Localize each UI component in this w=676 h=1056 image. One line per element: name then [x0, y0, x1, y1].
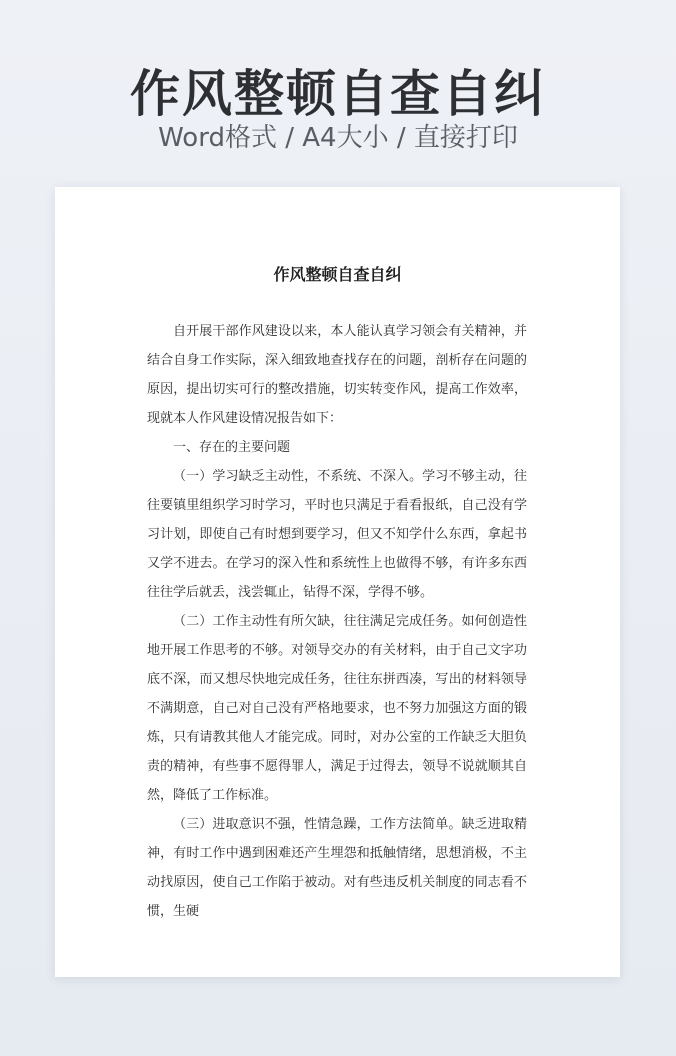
document-body [147, 317, 527, 926]
banner-title: 作风整顿自查自纠 [130, 65, 546, 123]
paragraph-problem-3: （三）进取意识不强，性情急躁，工作方法简单。缺乏进取精神，有时工作中遇到困难还产生埋怨和抵触情绪，思想消极，不主动找原因，使自己工作陷于被动。对有些违反机关制度的同志看不惯，生硬 [147, 817, 527, 919]
document-page [55, 187, 620, 977]
banner-subtitle: Word格式 / A4大小 / 直接打印 [158, 123, 518, 153]
document-title: 作风整顿自查自纠 [273, 265, 402, 284]
section-heading-main-problems: 一、存在的主要问题 [173, 440, 291, 455]
paragraph-problem-1: （一）学习缺乏主动性，不系统、不深入。学习不够主动，往往要镇里组织学习时学习，平时也只满足于看看报纸，自己没有学习计划，即使自己有时想到要学习，但又不知学什么东西，拿起书又学不进去。在学习的深入性和系统性上也做得不够，有许多东西往往学后就丢，浅尝辄止，钻得不深，学得不够。 [147, 469, 527, 600]
paragraph-intro: 自开展干部作风建设以来，本人能认真学习领会有关精神，并结合自身工作实际，深入细致地查找存在的问题，剖析存在问题的原因，提出切实可行的整改措施，切实转变作风，提高工作效率，现就本人作风建设情况报告如下： [147, 324, 527, 426]
paragraph-problem-2: （二）工作主动性有所欠缺，往往满足完成任务。如何创造性地开展工作思考的不够。对领导交办的有关材料，由于自己文字功底不深，而又想尽快地完成任务，往往东拼西凑，写出的材料领导不满期意，自己对自己没有严格地要求，也不努力加强这方面的锻炼，只有请教其他人才能完成。同时，对办公室的工作缺乏大胆负责的精神，有些事不愿得罪人，满足于过得去，领导不说就顺其自然，降低了工作标准。 [147, 614, 527, 803]
